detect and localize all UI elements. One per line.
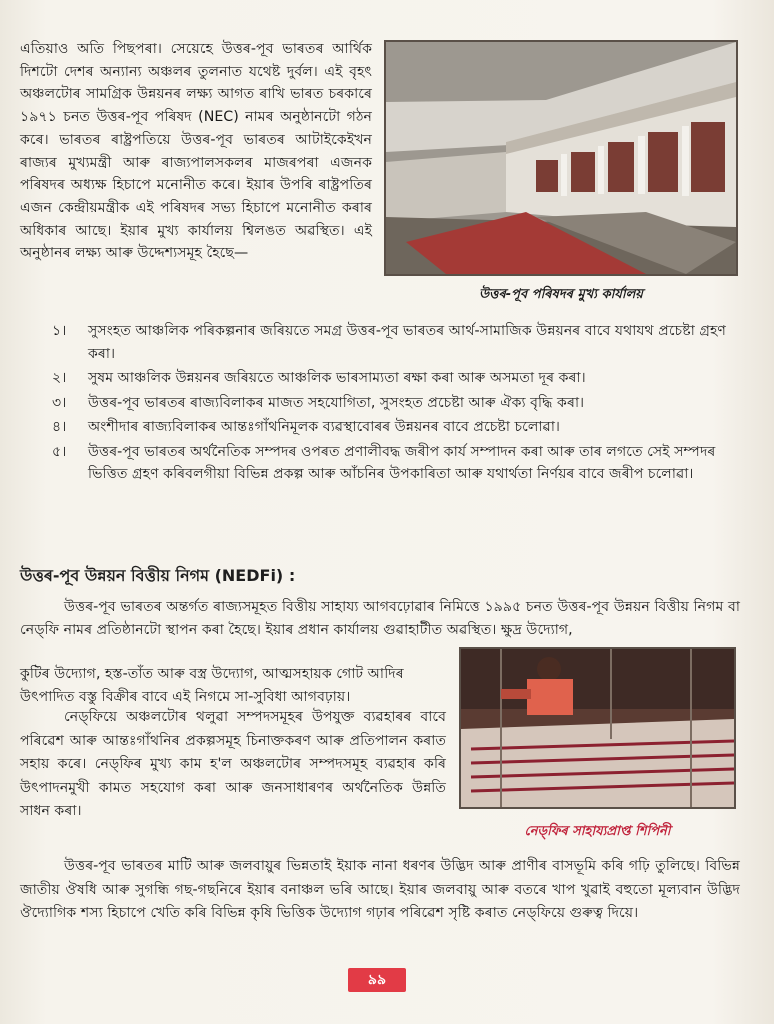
list-item — [20, 320, 740, 365]
list-number: ৫। — [52, 443, 67, 460]
nedfi-paragraph-3 — [20, 855, 740, 926]
list-number: ১। — [52, 323, 67, 339]
list-item-text: অংশীদাৰ ৰাজ্যবিলাকৰ আন্তঃগাঁথনিমূলক ব্যৱস্থাবোৰৰ উন্নয়নৰ বাবে প্ৰচেষ্টা চলোৱা। — [88, 419, 561, 435]
list-number: ২। — [52, 370, 67, 386]
nec-photo-caption: উত্তৰ-পূব পৰিষদৰ মুখ্য কাৰ্যালয় — [479, 287, 643, 302]
nedfi-paragraph-3-text: উত্তৰ-পূব ভাৰতৰ মাটি আৰু জলবায়ুৰ ভিন্নতাই ইয়াক নানা ধৰণৰ উদ্ভিদ আৰু প্ৰাণীৰ বাসভূমি কৰি গঢ়ি তুলিছে। বিভিন্ন জাতীয় ঔষধি আৰু সুগন্ধি গছ-গছনিৰে ইয়াৰ বনাঞ্চল ভৰি আছে। ইয়াৰ জলবায়ু আৰু বতৰে খাপ খুৱাই বহুতো মূল্যবান উদ্ভিদ ঔদ্যোগিক শস্য হিচাপে খেতি কৰি বিভিন্ন কৃষি ভিত্তিক উদ্যোগ গঢ়াৰ পৰিৱেশ সৃষ্টি কৰাত নেড্‌ফিয়ে গুৰুত্ব দিয়ে। — [20, 858, 740, 921]
list-item-text: সুষম আঞ্চলিক উন্নয়নৰ জৰিয়তে আঞ্চলিক ভাৰসাম্যতা ৰক্ষা কৰা আৰু অসমতা দূৰ কৰা। — [88, 370, 586, 386]
nedfi-section-heading: উত্তৰ-পূব উন্নয়ন বিত্তীয় নিগম (NEDFi) : — [20, 566, 296, 585]
nedfi-paragraph-1-text: উত্তৰ-পূব ভাৰতৰ অন্তৰ্গত ৰাজ্যসমূহত বিত্তীয় সাহায্য আগবঢ়োৱাৰ নিমিত্তে ১৯৯৫ চনত উত্তৰ-পূব উন্নয়ন বিত্তীয় নিগম বা নেড্‌ফি নামৰ প্ৰতিষ্ঠানটো স্থাপন কৰা হৈছে। ইয়াৰ প্ৰধান কাৰ্যালয় গুৱাহাটীত অৱস্থিত। ক্ষুদ্ৰ উদ্যোগ, — [20, 599, 740, 638]
list-item-text: উত্তৰ-পূব ভাৰতৰ ৰাজ্যবিলাকৰ মাজত সহযোগিতা, সুসংহত প্ৰচেষ্টা আৰু ঐক্য বৃদ্ধি কৰা। — [88, 394, 585, 411]
weaver-photo-caption: নেড্‌ফিৰ সাহায্যপ্ৰাপ্ত শিপিনী — [524, 824, 671, 839]
nec-office-photo — [384, 40, 738, 276]
nedfi-paragraph-1 — [20, 596, 740, 641]
list-item — [20, 441, 740, 486]
list-item-text: সুসংহত আঞ্চলিক পৰিকল্পনাৰ জৰিয়তে সমগ্ৰ উত্তৰ-পূব ভাৰতৰ আৰ্থ-সামাজিক উন্নয়নৰ বাবে যথাযথ প্ৰচেষ্টা গ্ৰহণ কৰা। — [88, 323, 726, 362]
weaver-illustration — [461, 649, 734, 807]
nedfi-paragraph-1-continued: কুটিৰ উদ্যোগ, হস্ত-তাঁত আৰু বস্ত্ৰ উদ্যোগ, আত্মসহায়ক গোট আদিৰ উৎপাদিত বস্তু বিক্ৰীৰ বাবে এই নিগমে সা-সুবিধা আগবঢ়ায়। — [20, 666, 404, 705]
list-number: ৪। — [52, 419, 67, 435]
list-item — [20, 416, 740, 439]
objectives-list — [20, 320, 740, 488]
page-number-badge: ৯৯ — [348, 968, 406, 992]
list-number: ৩। — [52, 394, 67, 411]
list-item — [20, 392, 740, 415]
nedfi-paragraph-2 — [20, 706, 446, 824]
list-item — [20, 367, 740, 390]
weaver-photo — [459, 647, 736, 809]
nec-building-illustration — [386, 42, 736, 274]
list-item-text: উত্তৰ-পূব ভাৰতৰ অৰ্থনৈতিক সম্পদৰ ওপৰত প্ৰণালীবদ্ধ জৰীপ কাৰ্য সম্পাদন কৰা আৰু তাৰ লগতে সেই সম্পদৰ ভিত্তিত গ্ৰহণ কৰিবলগীয়া বিভিন্ন প্ৰকল্প আৰু আঁচনিৰ উপকাৰিতা আৰু যথাৰ্থতা নিৰ্ণয়ৰ বাবে জৰীপ চলোৱা। — [88, 443, 716, 482]
intro-paragraph: এতিয়াও অতি পিছপৰা। সেয়েহে উত্তৰ-পূব ভাৰতৰ আৰ্থিক দিশটো দেশৰ অন্যান্য অঞ্চলৰ তুলনাত যথেষ্ট দুৰ্বল। এই বৃহৎ অঞ্চলটোৰ সামগ্ৰিক উন্নয়নৰ লক্ষ্য আগত ৰাখি ভাৰত চৰকাৰে ১৯৭১ চনত উত্তৰ-পূব পৰিষদ (NEC) নামৰ অনুষ্ঠানটো গঠন কৰে। ভাৰতৰ ৰাষ্ট্ৰপতিয়ে উত্তৰ-পূব ভাৰতৰ আটাইকেইখন ৰাজ্যৰ মুখ্যমন্ত্ৰী আৰু ৰাজ্যপালসকলৰ মাজৰপৰা এজনক পৰিষদৰ অধ্যক্ষ হিচাপে মনোনীত কৰে। ইয়াৰ উপৰি ৰাষ্ট্ৰপতিৰ এজন কেন্দ্ৰীয়মন্ত্ৰীক এই পৰিষদৰ সভ্য হিচাপে মনোনীত কৰাৰ অধিকাৰ আছে। ইয়াৰ মুখ্য কাৰ্যালয় শ্বিলঙত অৱস্থিত। এই অনুষ্ঠানৰ লক্ষ্য আৰু উদ্দেশ্যসমূহ হৈছে— — [20, 41, 372, 262]
nedfi-paragraph-2-text: নেড্‌ফিয়ে অঞ্চলটোৰ থলুৱা সম্পদসমূহৰ উপযুক্ত ব্যৱহাৰৰ বাবে পৰিৱেশ আৰু আন্তঃগাঁথনিৰ প্ৰকল্পসমূহ চিনাক্তকৰণ আৰু প্ৰতিপালন কৰাত সহায় কৰে। নেড্‌ফিৰ মুখ্য কাম হ'ল অঞ্চলটোৰ সম্পদসমূহ ব্যৱহাৰ কৰি উৎপাদনমুখী কামত সহযোগ কৰা আৰু জনসাধাৰণৰ অৰ্থনৈতিক উন্নতি সাধন কৰা। — [20, 709, 446, 819]
